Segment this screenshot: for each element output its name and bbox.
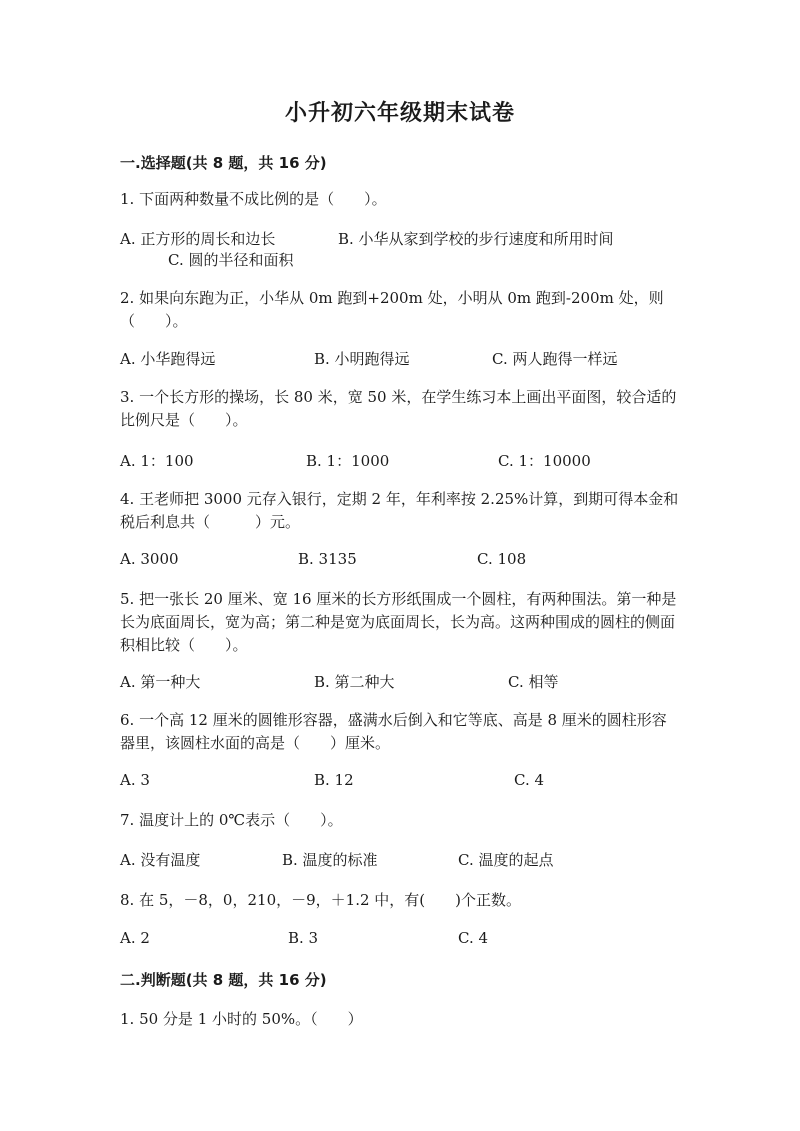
section-heading-judge: 二.判断题(共 8 题，共 16 分) — [120, 971, 327, 989]
option-c: C. 4 — [458, 929, 489, 947]
option-b: B. 3 — [288, 929, 319, 947]
option-b: B. 温度的标准 — [282, 851, 378, 869]
option-a: A. 没有温度 — [120, 851, 201, 869]
option-b: B. 第二种大 — [314, 673, 395, 691]
options-7 — [120, 849, 700, 873]
options-8 — [120, 929, 700, 953]
question-1: 1. 下面两种数量不成比例的是（ ）。 — [120, 190, 387, 208]
option-a: A. 3 — [120, 771, 150, 789]
options-1 — [120, 228, 700, 269]
options-2 — [120, 348, 700, 372]
question-8: 8. 在 5，－8，0，210，－9，＋1.2 中，有( )个正数。 — [120, 891, 521, 909]
option-a: A. 小华跑得远 — [120, 350, 216, 368]
question-3: 3. 一个长方形的操场，长 80 米，宽 50 米，在学生练习本上画出平面图，较合适的比例尺是（ ）。 — [120, 388, 677, 429]
question-6: 6. 一个高 12 厘米的圆锥形容器，盛满水后倒入和它等底、高是 8 厘米的圆柱形容器里，该圆柱水面的高是（ ）厘米。 — [120, 711, 667, 752]
option-c: C. 相等 — [508, 673, 559, 691]
option-c: C. 108 — [477, 550, 527, 568]
question-7: 7. 温度计上的 0℃表示（ ）。 — [120, 811, 343, 829]
question-2: 2. 如果向东跑为正，小华从 0m 跑到+200m 处，小明从 0m 跑到-200m 处，则（ ）。 — [120, 289, 664, 330]
judge-question-1: 1. 50 分是 1 小时的 50%。（ ） — [120, 1010, 363, 1028]
option-c: C. 温度的起点 — [458, 851, 554, 869]
option-a: A. 1：100 — [120, 452, 194, 470]
section-heading-choice: 一.选择题(共 8 题，共 16 分) — [120, 154, 327, 172]
option-c: C. 4 — [514, 771, 545, 789]
options-5 — [120, 671, 700, 695]
options-4 — [120, 550, 700, 574]
option-b: B. 1：1000 — [306, 452, 390, 470]
option-a: A. 正方形的周长和边长 — [120, 230, 276, 248]
option-c: C. 两人跑得一样远 — [492, 350, 618, 368]
option-b: B. 3135 — [298, 550, 357, 568]
option-b: B. 小华从家到学校的步行速度和所用时间 — [338, 230, 614, 248]
question-4: 4. 王老师把 3000 元存入银行，定期 2 年，年利率按 2.25%计算，到期可得本金和税后利息共（ ）元。 — [120, 490, 679, 531]
options-3 — [120, 450, 700, 474]
option-b: B. 小明跑得远 — [314, 350, 410, 368]
option-a: A. 2 — [120, 929, 150, 947]
option-b: B. 12 — [314, 771, 354, 789]
option-a: A. 3000 — [120, 550, 179, 568]
option-c: C. 1：10000 — [498, 452, 591, 470]
options-6 — [120, 771, 700, 795]
option-c: C. 圆的半径和面积 — [168, 251, 294, 269]
question-5: 5. 把一张长 20 厘米、宽 16 厘米的长方形纸围成一个圆柱，有两种围法。第一种是长为底面周长，宽为高；第二种是宽为底面周长，长为高。这两种围成的圆柱的侧面积相比较（ ）。 — [120, 590, 677, 654]
page-title: 小升初六年级期末试卷 — [284, 100, 515, 126]
option-a: A. 第一种大 — [120, 673, 201, 691]
